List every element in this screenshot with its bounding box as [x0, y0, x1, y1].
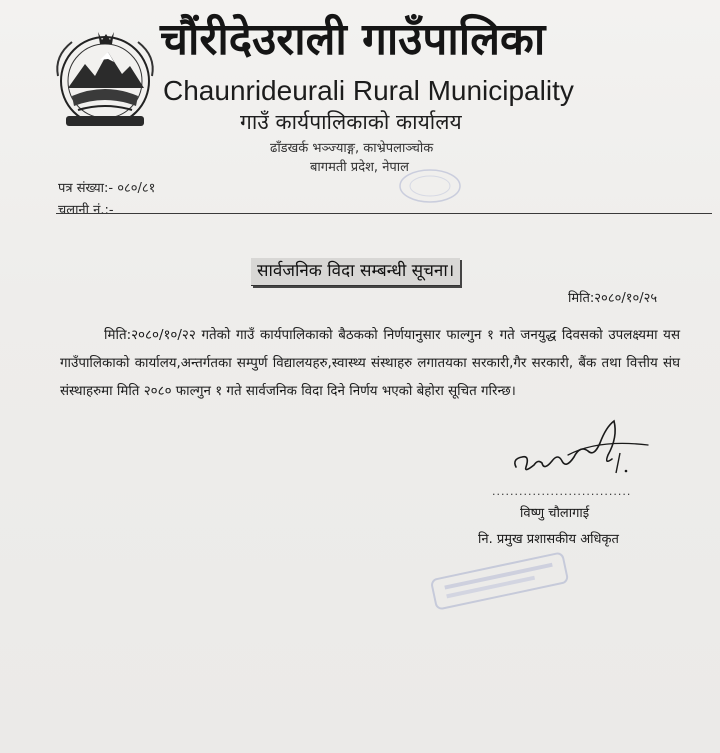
faint-seal-stamp	[395, 166, 465, 206]
municipality-emblem-icon	[50, 26, 160, 136]
letter-reference-number: पत्र संख्या:- ०८०/८१	[58, 181, 156, 196]
header-divider	[56, 213, 712, 214]
signer-title: नि. प्रमुख प्रशासकीय अधिकृत	[478, 532, 619, 547]
office-name: गाउँ कार्यपालिकाको कार्यालय	[240, 110, 462, 134]
notice-date: मिति:२०८०/१०/२५	[568, 291, 658, 306]
address-line-2: बागमती प्रदेश, नेपाल	[310, 160, 409, 175]
notice-subject: सार्वजनिक विदा सम्बन्धी सूचना।	[251, 258, 460, 286]
handwritten-signature	[508, 415, 658, 490]
faint-office-stamp	[425, 548, 575, 618]
address-line-1: ढाँडखर्क भञ्ज्याङ्ग, काभ्रेपलाञ्चोक	[270, 141, 434, 156]
signer-name: विष्णु चौलागाई	[520, 506, 590, 521]
notice-body: मिति:२०८०/१०/२२ गतेको गाउँ कार्यपालिकाको बैठकको निर्णयानुसार फाल्गुन १ गते जनयुद्ध दिवसको उपलक्ष्यमा यस गाउँपालिकाको कार्यालय,अन्तर्गतका सम्पुर्ण विद्यालयहरु,स्वास्थ्य संस्थाहरु लगातयका सरकारी,गैर सरकारी, बैंक तथा वित्तीय संघ संस्थाहरुमा मिति २०८० फाल्गुन १ गते सार्वजनिक विदा दिने निर्णय भएको बेहोरा सूचित गरिन्छ।	[60, 328, 680, 399]
municipality-title-english: Chaunrideurali Rural Municipality	[163, 75, 574, 106]
municipality-title-nepali: चौंरीदेउराली गाउँपालिका	[160, 14, 546, 65]
signature-line: ...............................	[492, 485, 632, 498]
dispatch-number: चलानी नं.:-	[58, 203, 114, 218]
